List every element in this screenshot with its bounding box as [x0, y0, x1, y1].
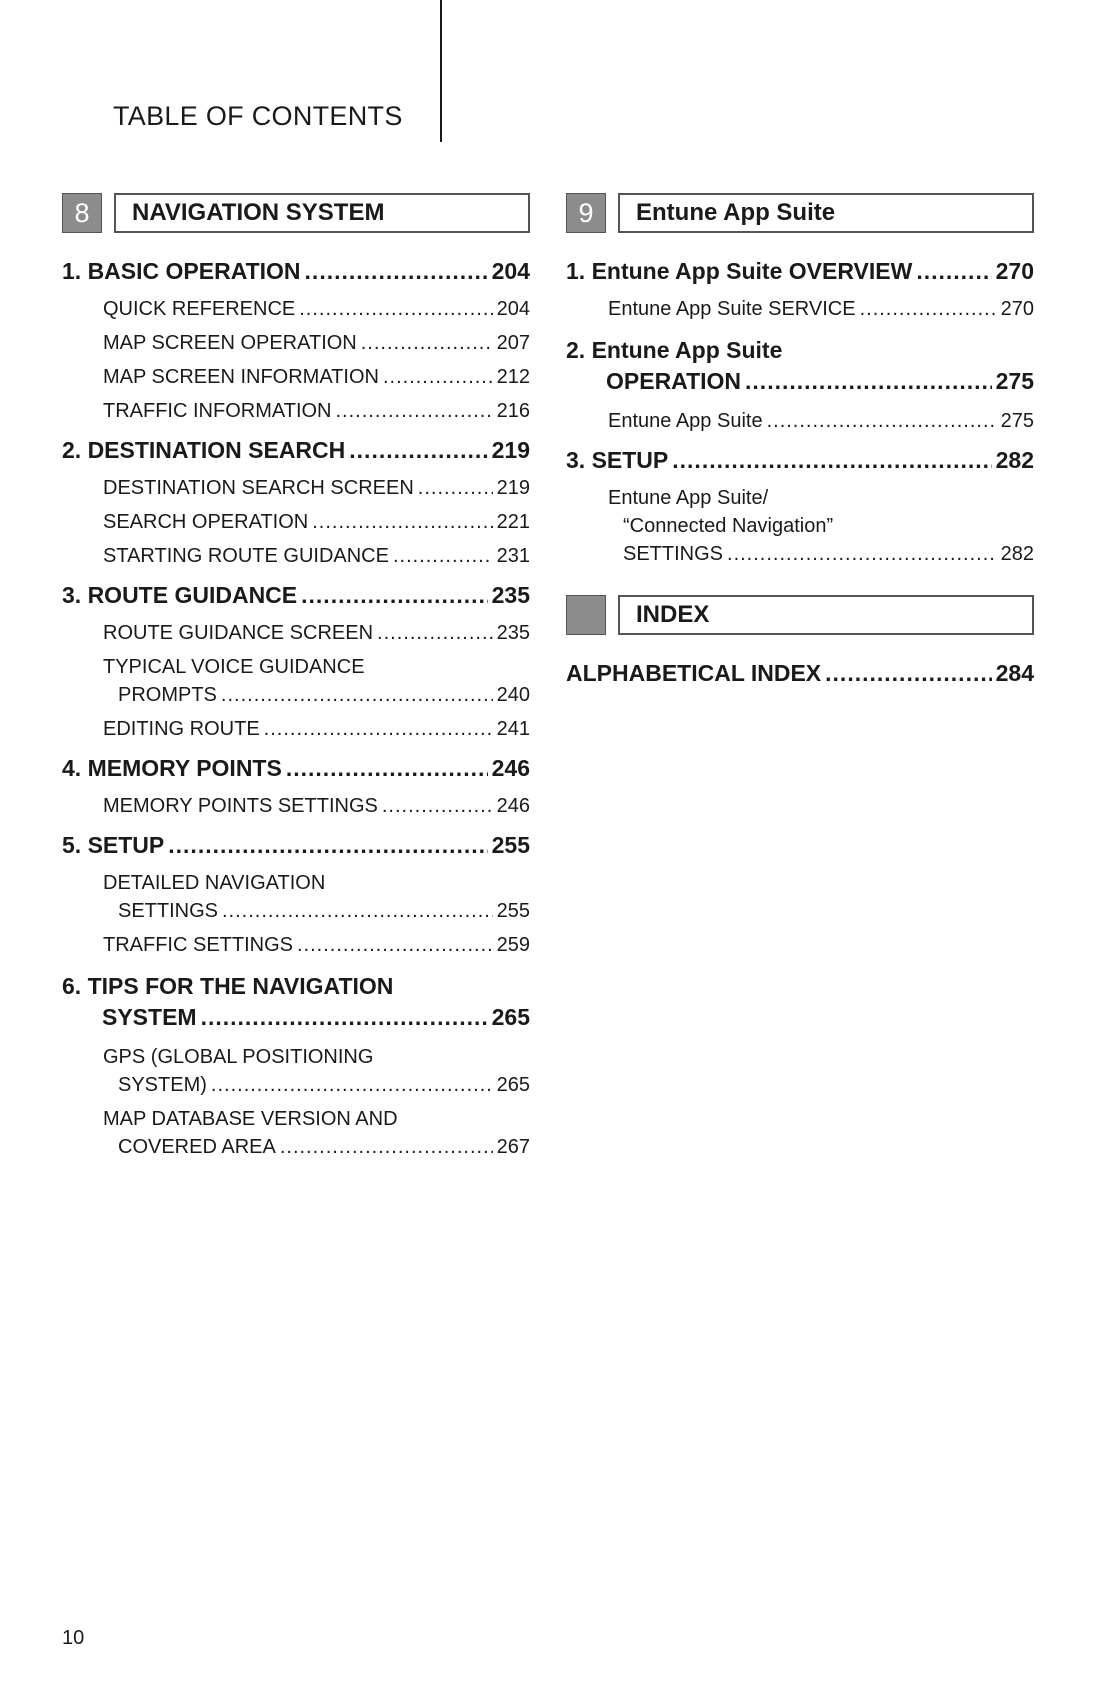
entry-page: 282	[1000, 543, 1034, 565]
chapter-page: 246	[491, 755, 530, 781]
chapter-label: 3. ROUTE GUIDANCE	[62, 582, 298, 608]
entry-label-line1: TYPICAL VOICE GUIDANCE	[103, 656, 365, 678]
leader-dots	[349, 437, 487, 464]
toc-chapter[interactable]	[62, 437, 530, 464]
entry-page: 246	[496, 795, 530, 817]
leader-dots	[672, 447, 991, 474]
chapter-page: 204	[491, 258, 530, 284]
entry-label: MEMORY POINTS SETTINGS	[103, 795, 378, 817]
chapter-label: 1. Entune App Suite OVERVIEW	[566, 258, 913, 284]
toc-entry-multiline[interactable]	[62, 1043, 530, 1099]
entry-label-line1: MAP DATABASE VERSION AND	[103, 1108, 398, 1130]
toc-chapter[interactable]	[566, 660, 1034, 687]
leader-dots	[393, 542, 493, 570]
leader-dots	[211, 1071, 493, 1099]
entry-label: QUICK REFERENCE	[103, 298, 296, 320]
chapter-page: 255	[491, 832, 530, 858]
toc-entry-multiline[interactable]	[62, 1105, 530, 1161]
entry-page: 204	[496, 298, 530, 320]
entry-page: 270	[1000, 298, 1034, 320]
entry-page: 259	[496, 934, 530, 956]
leader-dots	[280, 1133, 493, 1161]
index-title[interactable]: INDEX	[618, 595, 1034, 635]
toc-entry[interactable]	[62, 619, 530, 647]
toc-chapter[interactable]	[566, 258, 1034, 285]
index-badge	[566, 595, 606, 635]
toc-entry-multiline[interactable]	[62, 653, 530, 709]
entry-page: 219	[496, 477, 530, 499]
leader-dots	[264, 715, 493, 743]
chapter-label: ALPHABETICAL INDEX	[566, 660, 822, 686]
entry-label: Entune App Suite	[608, 410, 763, 432]
chapter-label-line2: OPERATION	[606, 368, 742, 394]
entry-page: 240	[496, 684, 530, 706]
leader-dots	[383, 363, 493, 391]
toc-entry[interactable]	[62, 363, 530, 391]
chapter-page: 284	[995, 660, 1034, 686]
chapter-page: 270	[995, 258, 1034, 284]
entry-page: 255	[496, 900, 530, 922]
chapter-label: 3. SETUP	[566, 447, 669, 473]
toc-chapter[interactable]	[62, 832, 530, 859]
leader-dots	[286, 755, 488, 782]
leader-dots	[312, 508, 492, 536]
leader-dots	[305, 258, 488, 285]
entry-label-line2: PROMPTS	[118, 684, 217, 706]
chapter-label: 1. BASIC OPERATION	[62, 258, 301, 284]
chapter-page: 235	[491, 582, 530, 608]
leader-dots	[418, 474, 493, 502]
chapter-label-line2: SYSTEM	[102, 1004, 197, 1030]
leader-dots	[727, 540, 997, 568]
leader-dots	[299, 295, 492, 323]
toc-chapter-multiline[interactable]	[566, 335, 1034, 397]
leader-dots	[825, 660, 991, 687]
chapter-page: 265	[491, 1004, 530, 1030]
leader-dots	[168, 832, 487, 859]
toc-entry[interactable]	[62, 397, 530, 425]
section-header	[62, 192, 530, 234]
chapter-page: 282	[995, 447, 1034, 473]
toc-entry[interactable]	[62, 329, 530, 357]
entry-page: 207	[496, 332, 530, 354]
entry-label-line2: SYSTEM)	[118, 1074, 207, 1096]
toc-chapter[interactable]	[62, 258, 530, 285]
toc-entry[interactable]	[566, 407, 1034, 435]
entry-label: DESTINATION SEARCH SCREEN	[103, 477, 414, 499]
leader-dots	[860, 295, 997, 323]
leader-dots	[361, 329, 493, 357]
leader-dots	[745, 366, 992, 397]
entry-label-line1: GPS (GLOBAL POSITIONING	[103, 1046, 374, 1068]
chapter-page: 275	[995, 368, 1034, 394]
leader-dots	[382, 792, 493, 820]
page-number: 10	[62, 1627, 85, 1649]
toc-entry-multiline[interactable]	[62, 869, 530, 925]
entry-label-line3: SETTINGS	[623, 543, 724, 565]
entry-label-line1: Entune App Suite/	[608, 487, 769, 509]
toc-entry[interactable]	[62, 931, 530, 959]
entry-label-line2: “Connected Navigation”	[623, 515, 834, 537]
section-navigation-system	[62, 192, 530, 1167]
entry-page: 221	[496, 511, 530, 533]
chapter-page: 219	[491, 437, 530, 463]
leader-dots	[767, 407, 997, 435]
toc-entry[interactable]	[62, 542, 530, 570]
toc-chapter[interactable]	[62, 582, 530, 609]
header-divider-line	[440, 0, 442, 142]
leader-dots	[336, 397, 493, 425]
section-number-badge: 8	[62, 193, 102, 233]
entry-label: TRAFFIC INFORMATION	[103, 400, 332, 422]
entry-label: ROUTE GUIDANCE SCREEN	[103, 622, 374, 644]
toc-entry[interactable]	[62, 295, 530, 323]
entry-label: MAP SCREEN INFORMATION	[103, 366, 379, 388]
entry-label-line1: DETAILED NAVIGATION	[103, 872, 326, 894]
chapter-label: 2. DESTINATION SEARCH	[62, 437, 346, 463]
entry-label: Entune App Suite SERVICE	[608, 298, 856, 320]
section-entune-app-suite	[566, 192, 1034, 697]
entry-page: 212	[496, 366, 530, 388]
section-title[interactable]: NAVIGATION SYSTEM	[114, 193, 530, 233]
entry-label: SEARCH OPERATION	[103, 511, 309, 533]
leader-dots	[221, 681, 493, 709]
leader-dots	[377, 619, 493, 647]
toc-entry[interactable]	[566, 295, 1034, 323]
entry-label: STARTING ROUTE GUIDANCE	[103, 545, 389, 567]
section-title[interactable]: Entune App Suite	[618, 193, 1034, 233]
chapter-label: 5. SETUP	[62, 832, 165, 858]
toc-entry[interactable]	[62, 715, 530, 743]
leader-dots	[301, 582, 487, 609]
entry-page: 235	[496, 622, 530, 644]
toc-chapter-multiline[interactable]	[62, 971, 530, 1033]
toc-chapter[interactable]	[566, 447, 1034, 474]
toc-entry[interactable]	[62, 508, 530, 536]
entry-page: 241	[496, 718, 530, 740]
toc-entry[interactable]	[62, 792, 530, 820]
leader-dots	[201, 1002, 488, 1033]
entry-label-line2: COVERED AREA	[118, 1136, 276, 1158]
chapter-label-line1: 6. TIPS FOR THE NAVIGATION	[62, 973, 394, 999]
chapter-label: 4. MEMORY POINTS	[62, 755, 282, 781]
entry-label: MAP SCREEN OPERATION	[103, 332, 357, 354]
entry-label: EDITING ROUTE	[103, 718, 260, 740]
entry-label-line2: SETTINGS	[118, 900, 219, 922]
toc-entry[interactable]	[62, 474, 530, 502]
entry-page: 267	[496, 1136, 530, 1158]
entry-page: 231	[496, 545, 530, 567]
page-title: TABLE OF CONTENTS	[113, 101, 403, 131]
entry-label: TRAFFIC SETTINGS	[103, 934, 293, 956]
entry-page: 265	[496, 1074, 530, 1096]
index-section-header	[566, 594, 1034, 636]
toc-entry-multiline[interactable]	[566, 484, 1034, 568]
leader-dots	[297, 931, 493, 959]
section-header	[566, 192, 1034, 234]
entry-page: 216	[496, 400, 530, 422]
leader-dots	[222, 897, 493, 925]
toc-chapter[interactable]	[62, 755, 530, 782]
section-number-badge: 9	[566, 193, 606, 233]
chapter-label-line1: 2. Entune App Suite	[566, 337, 783, 363]
leader-dots	[916, 258, 991, 285]
entry-page: 275	[1000, 410, 1034, 432]
